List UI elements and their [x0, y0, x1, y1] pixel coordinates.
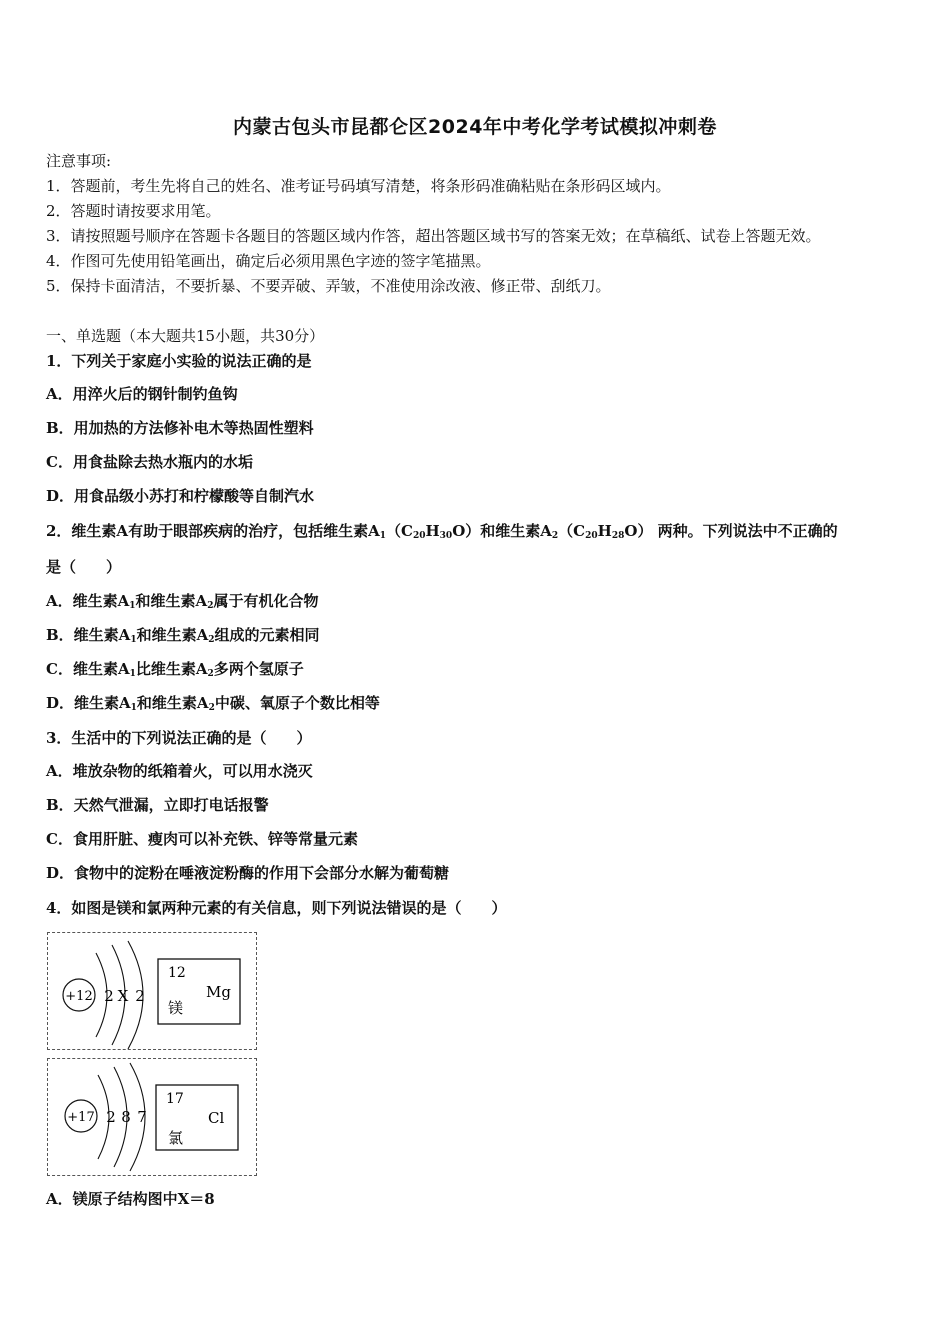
section-heading: 一、单选题（本大题共15小题，共30分）	[46, 327, 325, 345]
cl-symbol: Cl	[208, 1109, 225, 1127]
notice-item: 5．保持卡面清洁，不要折暴、不要弄破、弄皱，不准使用涂改液、修正带、刮纸刀。	[46, 277, 611, 295]
question-1-stem: 1．下列关于家庭小实验的说法正确的是	[46, 352, 312, 370]
question-3-option-a: A．堆放杂物的纸箱着火，可以用水浇灭	[46, 762, 313, 780]
notice-item: 2．答题时请按要求用笔。	[46, 202, 221, 220]
chlorine-atom-diagram	[48, 1059, 256, 1175]
notice-item: 3．请按照题号顺序在答题卡各题目的答题区域内作答，超出答题区域书写的答案无效；在草稿纸、试卷上答题无效。	[46, 227, 821, 245]
question-2-option-a: A．维生素$A_1$和维生素$A_2$属于有机化合物	[46, 592, 319, 611]
magnesium-atom-diagram	[48, 933, 256, 1049]
page-title: 内蒙古包头市昆都仑区2024年中考化学考试模拟冲刺卷	[233, 116, 717, 138]
question-1-option-c: C．用食盐除去热水瓶内的水垢	[46, 453, 253, 471]
notice-item: 4．作图可先使用铅笔画出，确定后必须用黑色字迹的签字笔描黑。	[46, 252, 491, 270]
cl-shell-3-count: 7	[137, 1108, 147, 1126]
mg-atomic-number: 12	[168, 965, 186, 981]
mg-shell-1-count: 2	[104, 987, 114, 1005]
question-1-option-a: A．用淬火后的钢针制钓鱼钩	[46, 385, 238, 403]
question-3-option-d: D．食物中的淀粉在唾液淀粉酶的作用下会部分水解为葡萄糖	[46, 864, 450, 882]
question-4-stem: 4．如图是镁和氯两种元素的有关信息，则下列说法错误的是（ ）	[46, 899, 507, 917]
mg-symbol: Mg	[206, 983, 231, 1001]
question-3-stem: 3．生活中的下列说法正确的是（ ）	[46, 729, 312, 747]
question-3-option-b: B．天然气泄漏，立即打电话报警	[46, 796, 269, 814]
question-2-stem: 2．维生素A有助于眼部疾病的治疗，包括维生素$A_1(C_{20}H_{30}O)$和维生素$A_2(C_{20}H_{28}O)$ 两种。下列说法中不正确的	[46, 522, 838, 541]
mg-shell-3-count: 2	[135, 987, 145, 1005]
notice-heading: 注意事项:	[46, 152, 112, 170]
question-2-stem-line2: 是（ ）	[46, 558, 122, 576]
cl-shell-2-count: 8	[121, 1108, 131, 1126]
question-4-option-a: A．镁原子结构图中X＝8	[46, 1190, 215, 1208]
mg-name: 镁	[168, 999, 184, 1017]
magnesium-figure	[47, 932, 257, 1050]
question-2-option-c: C．维生素$A_1$比维生素$A_2$多两个氢原子	[46, 660, 304, 679]
cl-atomic-number: 17	[166, 1091, 184, 1107]
question-1-option-b: B．用加热的方法修补电木等热固性塑料	[46, 419, 314, 437]
cl-shell-1-count: 2	[106, 1108, 116, 1126]
mg-shell-2-count: X	[117, 987, 129, 1005]
question-2-option-b: B．维生素$A_1$和维生素$A_2$组成的元素相同	[46, 626, 320, 645]
chlorine-figure	[47, 1058, 257, 1176]
cl-nucleus-charge: +17	[67, 1110, 95, 1125]
question-1-option-d: D．用食品级小苏打和柠檬酸等自制汽水	[46, 487, 315, 505]
question-3-option-c: C．食用肝脏、瘦肉可以补充铁、锌等常量元素	[46, 830, 358, 848]
cl-name: 氯	[168, 1129, 184, 1147]
notice-item: 1．答题前，考生先将自己的姓名、准考证号码填写清楚，将条形码准确粘贴在条形码区域内。	[46, 177, 671, 195]
question-2-option-d: D．维生素$A_1$和维生素$A_2$中碳、氧原子个数比相等	[46, 694, 380, 713]
mg-nucleus-charge: +12	[65, 989, 93, 1004]
